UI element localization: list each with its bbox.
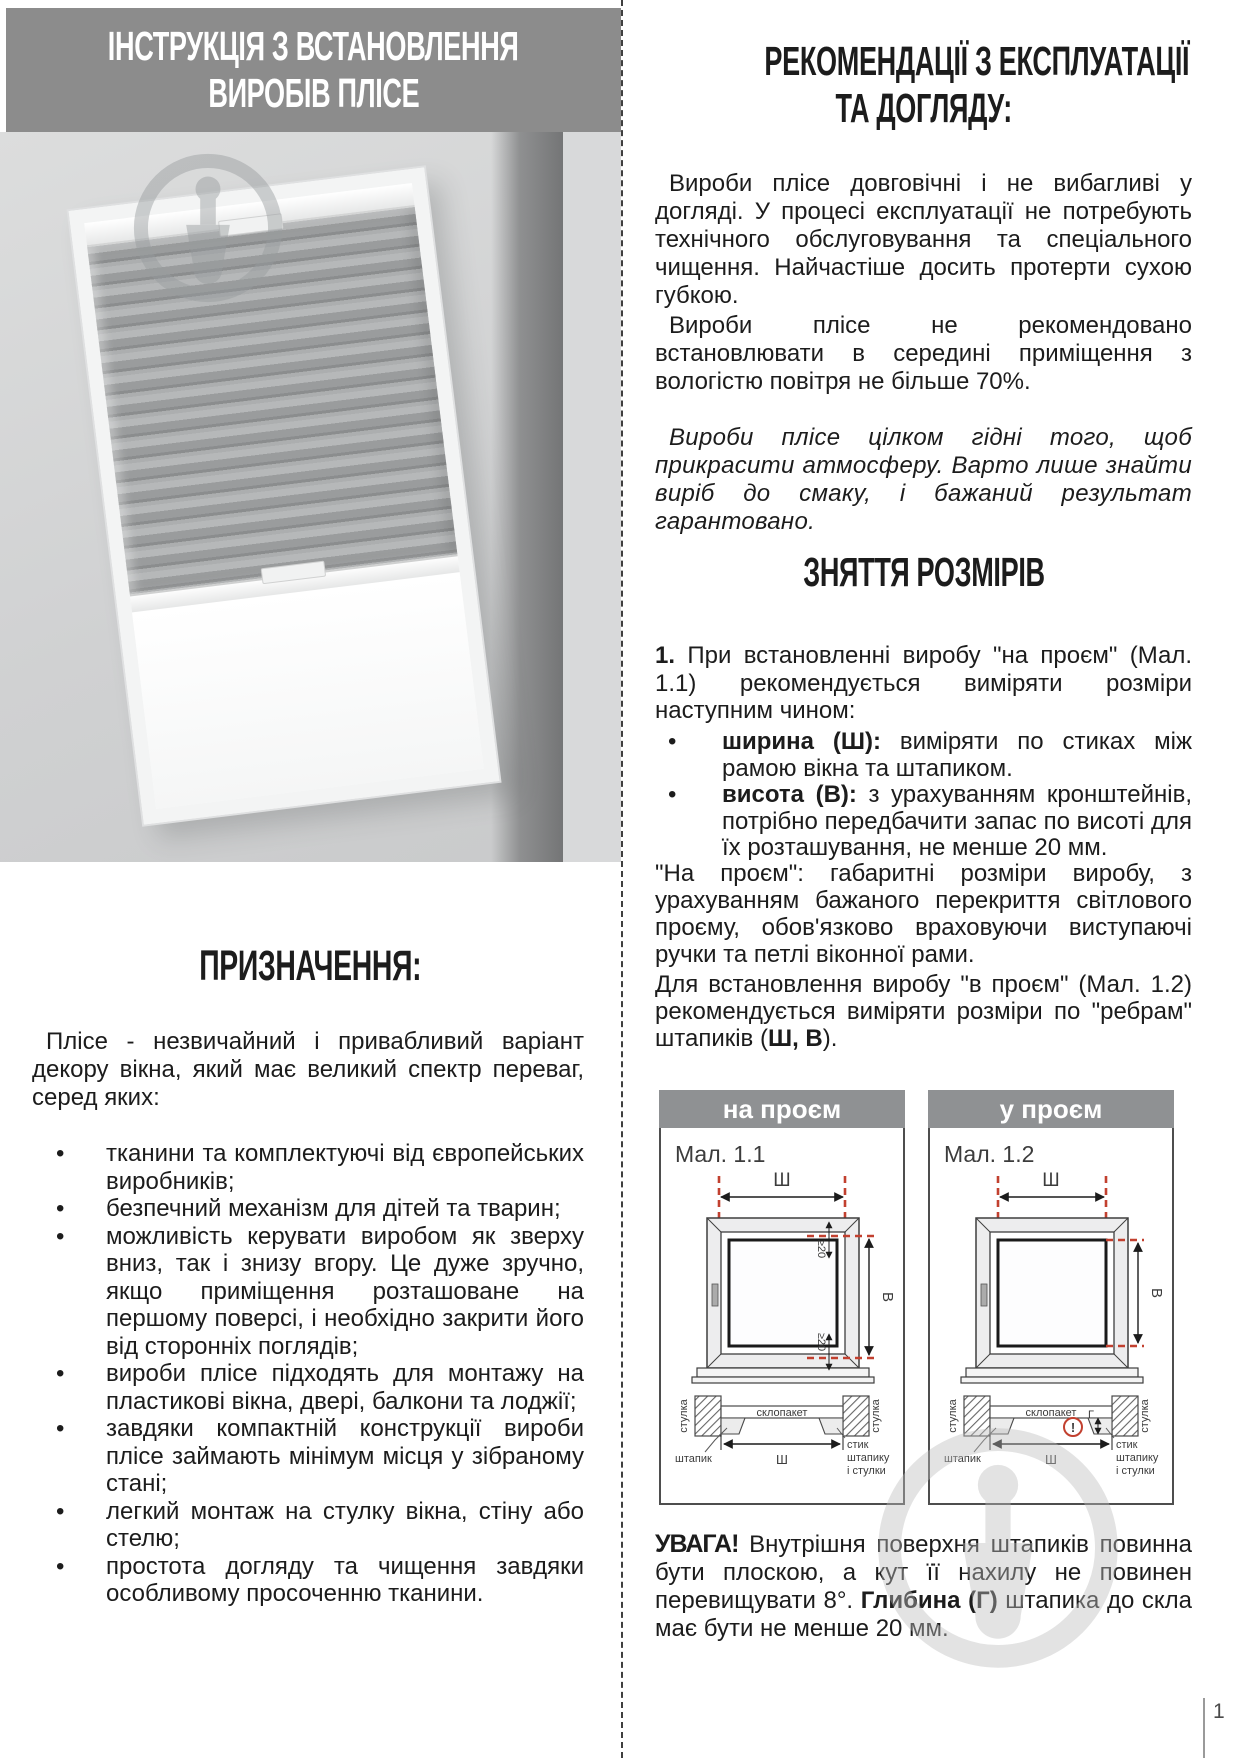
page-title-line2: ВИРОБІВ ПЛІСЕ xyxy=(207,70,420,116)
panel-header-u-proem: у проєм xyxy=(928,1090,1174,1128)
page-title-line1: ІНСТРУКЦІЯ З ВСТАНОВЛЕННЯ xyxy=(108,23,519,69)
measuring-heading: ЗНЯТТЯ РОЗМІРІВ xyxy=(802,549,1045,595)
svg-text:штапику: штапику xyxy=(847,1452,890,1464)
svg-text:Ш: Ш xyxy=(1045,1452,1057,1467)
purpose-intro: Плісе - незвичайний і привабливий варіант декору вікна, який має великий спектр переваг, серед яких: xyxy=(32,1028,584,1111)
svg-text:≥20: ≥20 xyxy=(815,1332,827,1352)
left-header-band xyxy=(6,8,621,132)
svg-text:стулка: стулка xyxy=(1139,1399,1151,1433)
list-item: • завдяки компактній конструкції вироби плісе займають мінімум місця у зібраному стані; xyxy=(48,1415,584,1498)
list-item: • легкий монтаж на стулку вікна, стіну або стелю; xyxy=(48,1498,584,1553)
product-photo xyxy=(0,132,621,862)
list-item: • безпечний механізм для дітей та тварин; xyxy=(48,1195,584,1223)
care-paragraph-2: Вироби плісе не рекомендовано встановлювати в середині приміщення з вологістю повітря не більше 70%. xyxy=(655,312,1192,395)
svg-text:≥20: ≥20 xyxy=(815,1239,827,1259)
svg-text:штапик: штапик xyxy=(944,1453,981,1465)
pleated-blind xyxy=(87,207,457,595)
attention-label: УВАГА! xyxy=(655,1530,739,1558)
panel-header-na-proem: на проєм xyxy=(659,1090,905,1128)
list-item: • можливість керувати виробом як зверху вниз, так і знизу вгору. Це дуже зручно, якщо приміщення розташоване на першому поверсі, і необхідно закрити його від сторонніх поглядів; xyxy=(48,1223,584,1361)
figure-1-2 xyxy=(928,1128,1174,1505)
figure-1-1 xyxy=(659,1128,905,1505)
measuring-step-1: 1. При встановленні виробу "на проєм" (Мал. 1.1) рекомендується виміряти розміри наступним чином: xyxy=(655,642,1193,724)
svg-text:В: В xyxy=(879,1291,896,1303)
list-item: • вироби плісе підходять для монтажу на пластикові вікна, двері, балкони та лоджії; xyxy=(48,1360,584,1415)
svg-text:стулка: стулка xyxy=(678,1399,690,1433)
recommendations-heading: РЕКОМЕНДАЦІЇ З ЕКСПЛУАТАЦІЇ ТА ДОГЛЯДУ: xyxy=(764,38,1190,131)
svg-text:Ш: Ш xyxy=(1042,1170,1060,1191)
svg-text:стик: стик xyxy=(847,1439,869,1451)
v-proem-paragraph: Для встановлення виробу "в проєм" (Мал. 1.2) рекомендується виміряти розміри по "ребрам" штапиків (Ш, В). xyxy=(655,971,1192,1052)
list-item: • простота догляду та чищення завдяки особливому просоченню тканини. xyxy=(48,1553,584,1608)
list-item-height: • висота (В): з урахуванням кронштейнів, потрібно передбачити запас по висоті для їх розташування, не менше 20 мм. xyxy=(655,782,1192,862)
svg-text:!: ! xyxy=(1070,1420,1076,1435)
svg-text:Мал. 1.2: Мал. 1.2 xyxy=(944,1141,1035,1167)
purpose-list xyxy=(48,1140,584,1608)
figure-panel-na-proem xyxy=(659,1090,905,1505)
svg-text:стик: стик xyxy=(1116,1439,1138,1451)
page-number: 1 xyxy=(1213,1700,1225,1723)
svg-text:штапику: штапику xyxy=(1116,1452,1159,1464)
photo-window xyxy=(69,167,500,824)
svg-text:Мал. 1.1: Мал. 1.1 xyxy=(675,1141,766,1167)
attention-paragraph: УВАГА! Внутрішня поверхня штапиків повинна бути плоскою, а кут її нахилу не повинен перевищувати 8°. Глибина (Г) штапика до скла має бути не менше 20 мм. xyxy=(655,1530,1192,1642)
svg-text:стулка: стулка xyxy=(947,1399,959,1433)
measuring-list xyxy=(655,729,1192,862)
svg-text:склопакет: склопакет xyxy=(1025,1407,1077,1419)
purpose-heading: ПРИЗНАЧЕННЯ: xyxy=(199,942,422,990)
svg-text:штапик: штапик xyxy=(675,1453,712,1465)
window-diagram-1-1 xyxy=(661,1128,903,1503)
care-paragraph-1: Вироби плісе довговічні і не вибагливі у догляді. У процесі експлуатації не потребують технічного обслуговування та спеціального чищення. Найчастіше досить протерти сухою губкою. xyxy=(655,170,1192,309)
svg-text:склопакет: склопакет xyxy=(756,1407,808,1419)
care-paragraph-3: Вироби плісе цілком гідні того, щоб прикрасити атмосферу. Варто лише знайти виріб до смаку, і бажаний результат гарантовано. xyxy=(655,424,1192,535)
list-item: • тканини та комплектуючі від європейських виробників; xyxy=(48,1140,584,1195)
na-proem-paragraph: "На проєм": габаритні розміри виробу, з урахуванням бажаного перекриття світлового проєму, обов'язково враховуючи виступаючі ручки та петлі віконної рами. xyxy=(655,860,1192,968)
svg-text:і стулки: і стулки xyxy=(847,1465,886,1477)
svg-text:і стулки: і стулки xyxy=(1116,1465,1155,1477)
svg-text:Г: Г xyxy=(1088,1409,1094,1421)
svg-text:стулка: стулка xyxy=(870,1399,882,1433)
column-separator xyxy=(621,0,623,1758)
svg-text:В: В xyxy=(1148,1287,1165,1299)
window-glass xyxy=(132,572,484,809)
page-number-rule xyxy=(1203,1698,1205,1758)
photo-recess-shadow xyxy=(491,132,563,862)
svg-text:Ш: Ш xyxy=(776,1452,788,1467)
photo-outer-wall xyxy=(561,132,621,862)
list-item-width: • ширина (Ш): виміряти по стиках між рамою вікна та штапиком. xyxy=(655,729,1192,782)
svg-text:Ш: Ш xyxy=(773,1170,791,1191)
figure-panel-u-proem xyxy=(928,1090,1174,1505)
window-diagram-1-2 xyxy=(930,1128,1172,1503)
